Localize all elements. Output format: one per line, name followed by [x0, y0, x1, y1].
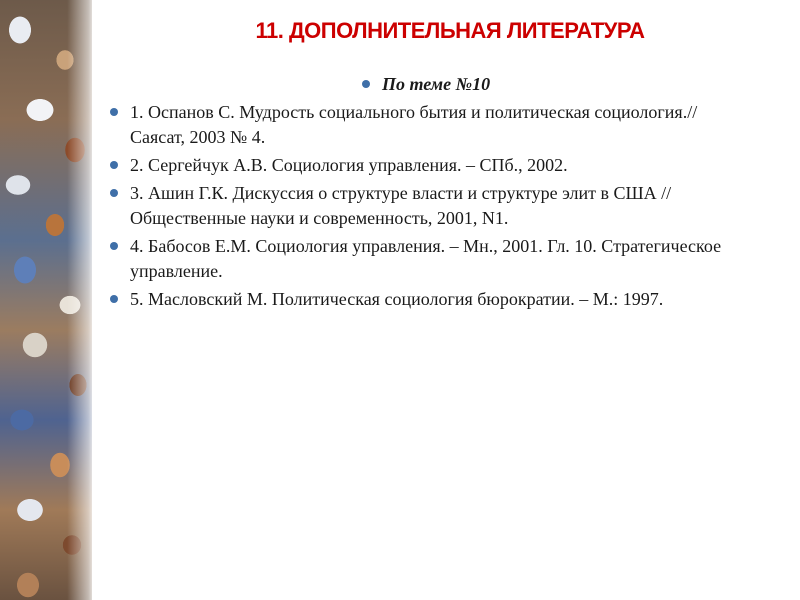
bullet-icon [362, 80, 370, 88]
list-item [108, 181, 748, 231]
list-item [108, 100, 748, 150]
bullet-icon [110, 108, 118, 116]
bullet-icon [110, 295, 118, 303]
subheading-text: По теме №10 [382, 74, 491, 94]
slide-title: 11. ДОПОЛНИТЕЛЬНАЯ ЛИТЕРАТУРА [255, 18, 645, 43]
bullet-icon [110, 242, 118, 250]
list-item [108, 287, 748, 312]
bibliography-list [108, 72, 748, 315]
list-item [108, 153, 748, 178]
list-item-text: 5. Масловский М. Политическая социология бюрократии. – М.: 1997. [130, 289, 664, 309]
list-item-text: 4. Бабосов Е.М. Социология управления. – Мн., 2001. Гл. 10. Стратегическое управление. [130, 236, 722, 281]
bullet-icon [110, 189, 118, 197]
photo-fade-overlay [0, 0, 96, 600]
bullet-icon [110, 161, 118, 169]
list-item [108, 234, 748, 284]
list-subheading [108, 72, 748, 97]
list-item-text: 2. Сергейчук А.В. Социология управления. – СПб., 2002. [130, 155, 568, 175]
list-item-text: 1. Оспанов С. Мудрость социального бытия и политическая социология.// Саясат, 2003 № 4. [130, 102, 698, 147]
list-item-text: 3. Ашин Г.К. Дискуссия о структуре власти и структуре элит в США // Общественные науки и современность, 2001, N1. [130, 183, 672, 228]
